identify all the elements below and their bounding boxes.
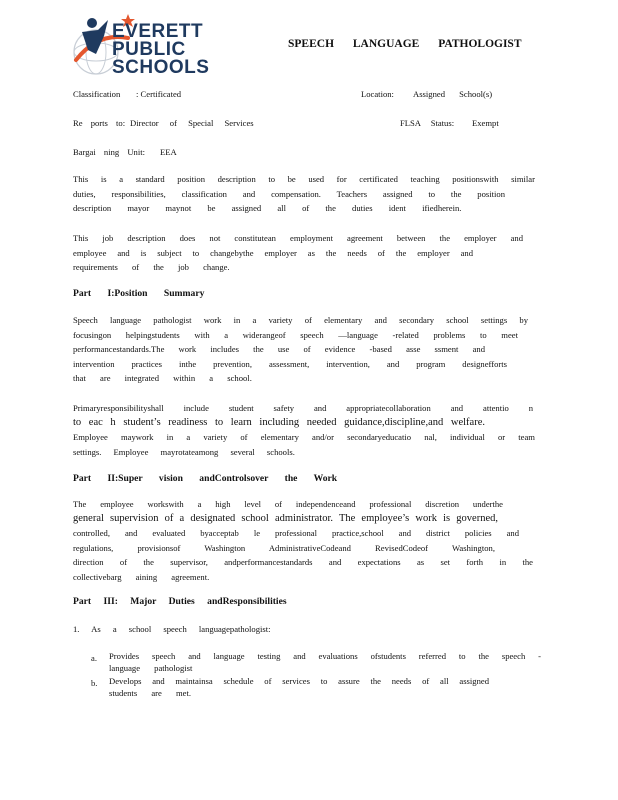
reports-to-label: Re ports to: [73,118,126,128]
part-1-paragraph-2 [73,401,535,459]
intro-paragraph-2 [73,231,535,275]
text-line: performancestandards.The work includes the use of evidence -based asse ssment and [73,344,485,354]
part-2-paragraph-1 [73,497,535,584]
text-line: regulations, provisionsof Washington AdministrativeCodeand RevisedCodeof Washington, [73,542,495,553]
logo-text-public: PUBLIC [112,39,186,60]
text-line: collectivebarg aining agreement. [73,571,210,582]
text-line: intervention practices inthe prevention, assessment, intervention, and program designefforts [73,358,507,369]
part-2-heading: Part II:Super vision andControlsover the Work [73,473,338,484]
text-line: duties, responsibilities, classification and compensation. Teachers assigned to the position [73,188,505,199]
text-line: controlled, and evaluated byacceptab le professional practice,school and district policies and [73,528,519,538]
duty-item-a [109,651,541,674]
text-line: general supervision of a designated school administrator. The employee’s work is governed, [73,512,498,524]
logo-text-everett: EVERETT [112,21,204,42]
flsa-label: FLSA Status: [400,118,455,128]
location-value: Assigned School(s) [413,89,493,99]
text-line: Primaryresponsibilityshall include student safety and appropriatecollaboration and attentio n [73,403,533,413]
text-line: employee and is subject to changebythe employer as the needs of the employer and [73,247,473,258]
duty-item-1: 1. As a school speech languagepathologist: [73,624,271,634]
part-1-heading: Part I:Position Summary [73,288,205,299]
text-line: The employee workswith a high level of independenceand professional discretion underthe [73,499,503,509]
classification-value: : Certificated [136,89,182,99]
text-line: This is a standard position description to be used for certificated teaching positionswith similar [73,174,535,184]
text-line: This job description does not constitutean employment agreement between the employer and [73,233,523,243]
part-3-heading: Part III: Major Duties andResponsibilities [73,596,287,607]
text-line: description mayor maynot be assigned all of the duties ident ifiedherein. [73,203,462,213]
bargaining-label: Bargai ning Unit: [73,147,145,157]
text-line: language pathologist [109,662,193,673]
location-label: Location: [361,89,394,99]
text-line: requirements of the job change. [73,262,230,272]
text-line: settings. Employee mayrotateamong several schools. [73,446,295,457]
text-line: Provides speech and language testing and evaluations ofstudents referred to the speech - [109,651,541,661]
text-line: focusingon helpingstudents with a widerangeof speech —language -related problems to meet [73,329,518,340]
text-line: Employee maywork in a variety of elementary and/or secondaryeducatio nal, individual or team [73,432,535,442]
part-1-paragraph-1 [73,313,535,386]
logo-text-schools: SCHOOLS [112,57,210,78]
text-line: that are integrated within a school. [73,373,252,383]
flsa-value: Exempt [472,118,499,128]
page-title: SPEECH LANGUAGE PATHOLOGIST [288,38,522,50]
text-line: students are met. [109,687,191,698]
duty-item-b [109,676,489,699]
classification-label: Classification [73,89,121,99]
text-line: direction of the supervisor, andperformancestandards and expectations as set forth in the [73,557,533,567]
bargaining-value: EEA [160,147,177,157]
duty-a-marker: a. [91,653,97,663]
intro-paragraph-1 [73,172,535,216]
reports-to-value: Director of Special Services [130,118,254,128]
duty-b-marker: b. [91,678,98,688]
text-line: Develops and maintainsa schedule of services to assure the needs of all assigned [109,676,489,686]
text-line: to eac h student’s readiness to learn including needed guidance,discipline,and welfare. [73,416,485,428]
text-line: Speech language pathologist work in a variety of elementary and secondary school settings by [73,315,528,325]
district-logo [68,10,238,80]
